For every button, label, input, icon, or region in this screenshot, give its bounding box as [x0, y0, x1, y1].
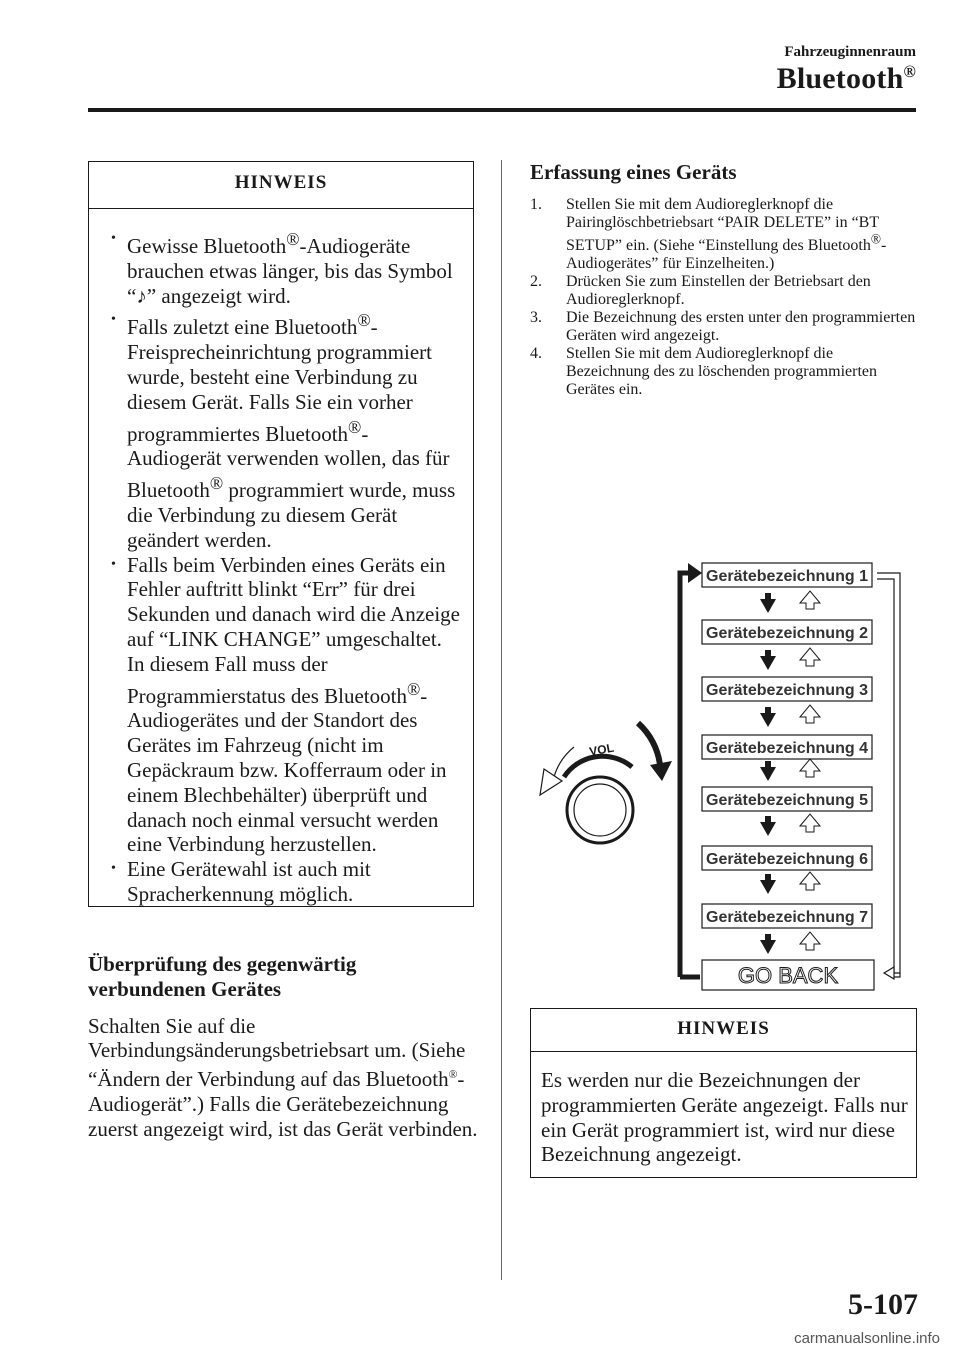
note-box-right: [530, 1008, 917, 1178]
vol-label: VOL: [588, 740, 615, 759]
down-arrow-icon: [760, 761, 776, 781]
forward-loop-arrow: [680, 563, 702, 977]
step-text: Stellen Sie mit dem Audioreglerknopf die Bezeichnung des zu löschenden programmierten Gerätes ein.: [566, 345, 877, 399]
go-back-label: GO BACK: [737, 963, 839, 988]
down-arrow-icon: [760, 593, 776, 613]
backward-loop-arrow: [877, 573, 900, 979]
device-name: Gerätebezeichnung 7: [706, 909, 869, 926]
footer-watermark: carmanualsonline.info: [794, 1330, 940, 1347]
note-title-right: HINWEIS: [531, 1009, 916, 1052]
registered-mark: ®: [903, 62, 916, 81]
down-arrow-icon: [760, 934, 776, 954]
device-name: Gerätebezeichnung 3: [706, 682, 869, 699]
device-name: Gerätebezeichnung 5: [706, 792, 869, 809]
page-number: 5-107: [848, 1288, 918, 1321]
note-text-right: Es werden nur die Bezeichnungen der programmierten Geräte angezeigt. Falls nur ein Gerät programmiert ist, wird nur diese Bezeichnung angezeigt.: [541, 1068, 908, 1167]
right-heading: Erfassung eines Geräts: [530, 160, 737, 184]
section-paragraph: Schalten Sie auf die Verbindungsänderungsbetriebsart um. (Siehe “Ändern der Verbindung auf das Bluetooth®-Audiogerät”.) Falls die Gerätebezeichnung zuerst angezeigt wird, ist das Gerät verbinden.: [88, 1013, 478, 1141]
step-text: Stellen Sie mit dem Audioreglerknopf die Pairinglöschbetriebsart “PAIR DELETE” in “BT SETUP” ein. (Siehe “Einstellung des Bluetooth®-Audiogerätes” für Einzelheiten.): [566, 195, 887, 273]
device-name: Gerätebezeichnung 1: [706, 568, 869, 585]
note-item: • Eine Gerätewahl ist auch mit Spracherkennung möglich.: [89, 857, 461, 907]
down-arrow-icon: [760, 816, 776, 836]
cw-arrow-icon: [638, 723, 672, 781]
vol-knob: [564, 741, 633, 843]
right-section: [530, 160, 920, 399]
step-item: [530, 273, 920, 309]
step-item: [530, 196, 920, 273]
device-selection-diagram: [520, 555, 920, 995]
header-rule: [88, 108, 916, 112]
column-divider: [501, 160, 502, 1280]
up-arrow-icon: [800, 872, 820, 890]
down-arrow-icon: [760, 650, 776, 670]
down-arrow-icon: [760, 874, 776, 894]
note-item: • Falls beim Verbinden eines Geräts ein Fehler auftritt blinkt “Err” für drei Sekunden und danach wird die Anzeige auf “LINK CHANGE” umgeschaltet. In diesem Fall muss der Programmierstatus des Bluetooth®-Audiogerätes und der Standort des Gerätes im Fahrzeug (nicht im Gepäckraum bzw. Kofferraum oder in einem Blechbehälter) überprüft und danach noch einmal versucht werden eine Verbindung herzustellen.: [89, 553, 461, 858]
page-title: [777, 62, 916, 96]
page-title-text: Bluetooth: [776, 62, 904, 95]
down-arrow-icon: [760, 707, 776, 727]
step-number: 1.: [530, 195, 542, 213]
step-number: 2.: [530, 273, 542, 291]
step-text: Die Bezeichnung des ersten unter den programmierten Geräten wird angezeigt.: [566, 309, 916, 345]
step-item: [530, 345, 920, 399]
left-section: [88, 952, 478, 1142]
device-name: Gerätebezeichnung 6: [706, 851, 869, 868]
up-arrow-icon: [800, 932, 820, 950]
device-name: Gerätebezeichnung 4: [706, 740, 869, 757]
step-item: [530, 309, 920, 345]
device-list: [702, 563, 872, 954]
note-item: • Falls zuletzt eine Bluetooth®-Freisprecheinrichtung programmiert wurde, besteht eine Verbindung zu diesem Gerät. Falls Sie ein vorher programmiertes Bluetooth®-Audiogerät verwenden wollen, das für Bluetooth® programmiert wurde, muss die Verbindung zu diesem Gerät geändert werden.: [89, 308, 461, 552]
steps-list: [530, 196, 920, 399]
up-arrow-icon: [800, 648, 820, 666]
step-text: Drücken Sie zum Einstellen der Betriebsart den Audioreglerknopf.: [566, 273, 871, 309]
note-item: • Gewisse Bluetooth®-Audiogeräte brauchen etwas länger, bis das Symbol “♪” angezeigt wird.: [89, 227, 461, 308]
up-arrow-icon: [800, 705, 820, 723]
section-label: Fahrzeuginnenraum: [784, 44, 916, 60]
note-body: [89, 209, 473, 907]
note-list: [89, 227, 461, 907]
up-arrow-icon: [800, 814, 820, 832]
step-number: 3.: [530, 309, 542, 327]
note-box-left: [88, 161, 474, 907]
device-name: Gerätebezeichnung 2: [706, 625, 869, 642]
note-title: HINWEIS: [89, 162, 473, 209]
up-arrow-icon: [800, 591, 820, 609]
up-arrow-icon: [800, 759, 820, 777]
section-heading: Überprüfung des gegenwärtig verbundenen Gerätes: [88, 952, 357, 1001]
step-number: 4.: [530, 345, 542, 363]
